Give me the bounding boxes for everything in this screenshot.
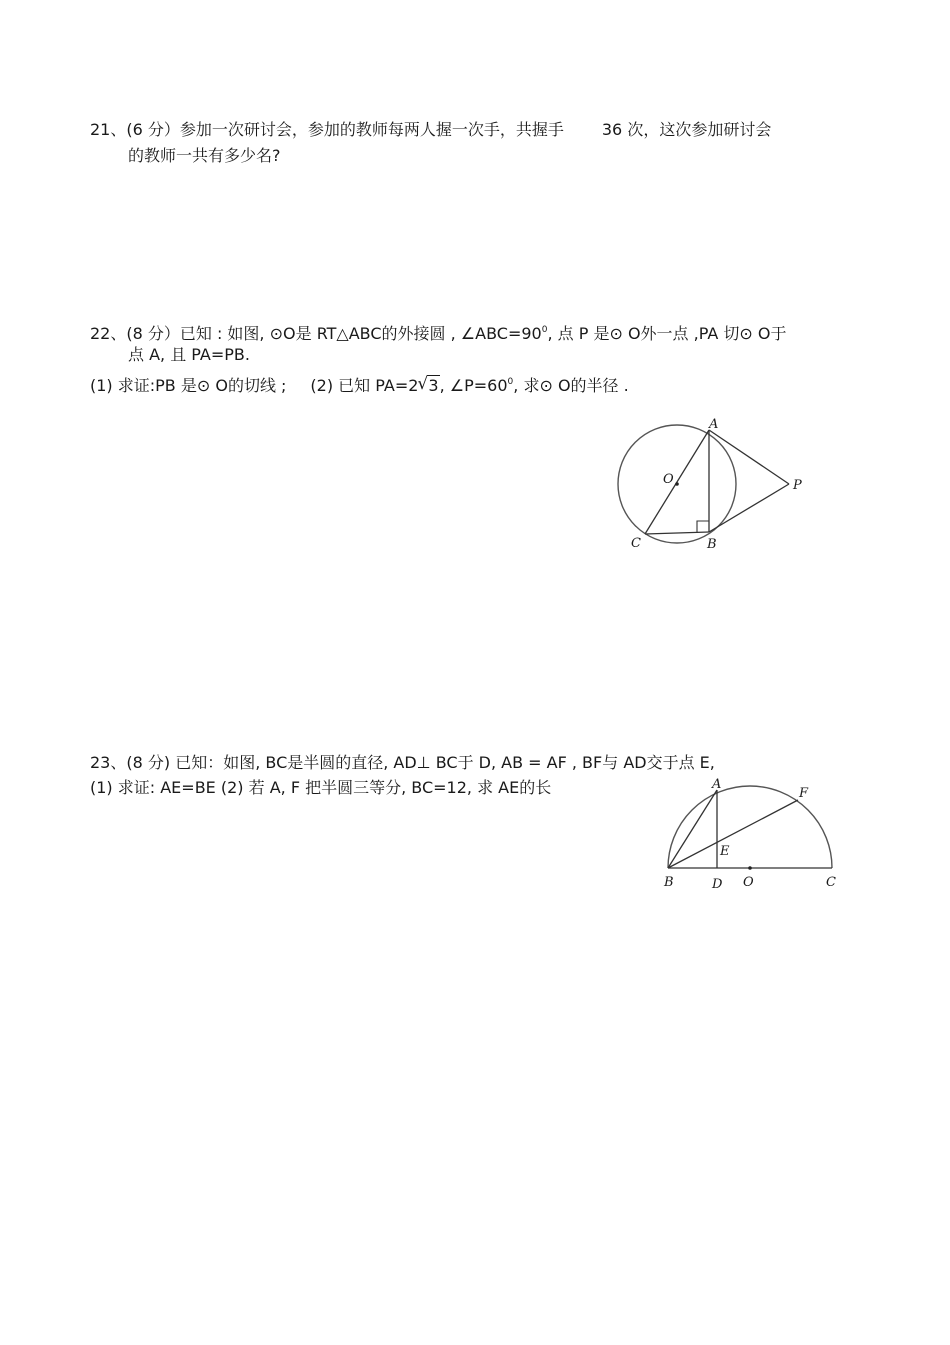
- q23-label-e: E: [720, 844, 730, 859]
- q22-part2-degree: 0: [507, 377, 514, 387]
- q23-line1: 23、(8 分) 已知：如图, BC是半圆的直径, AD⊥ BC于 D, AB = AF , BF与 AD交于点 E,: [90, 753, 715, 772]
- q23-segment-bf: [668, 800, 798, 868]
- q22-label-b: B: [707, 537, 717, 552]
- q22-part2-c: , 求⊙ O的半径 .: [513, 376, 629, 395]
- q23-label-o: O: [743, 875, 754, 890]
- q22-part1: (1) 求证:PB 是⊙ O的切线 ;: [90, 376, 287, 395]
- q23-label-b: B: [664, 875, 674, 890]
- q22-part2-a: (2) 已知 PA=2: [310, 376, 419, 395]
- q22-label-c: C: [631, 536, 641, 551]
- q22-label-p: P: [793, 478, 802, 493]
- q21-line1-a: 21、(6 分）参加一次研讨会，参加的教师每两人握一次手，共握手: [90, 120, 564, 139]
- q23-label-f: F: [799, 786, 809, 801]
- q22-label-a: A: [709, 417, 719, 432]
- q22-part2-b: , ∠P=60: [439, 376, 508, 395]
- q22-line1-tail: , 点 P 是⊙ O外一点 ,PA 切⊙ O于: [547, 324, 787, 343]
- q22-line1-text: 22、(8 分）已知 : 如图, ⊙O是 RT△ABC的外接圆 , ∠ABC=90: [90, 324, 542, 343]
- q22-sqrt-radicand: 3: [428, 376, 439, 395]
- q21-line1-b: 36 次，这次参加研讨会: [601, 120, 772, 139]
- q21-line2: 的教师一共有多少名?: [128, 146, 281, 165]
- q23-segment-ba: [668, 790, 717, 868]
- q23-center-dot: [748, 866, 752, 870]
- q22-label-o: O: [663, 472, 674, 487]
- q23-label-a: A: [712, 777, 722, 792]
- q23-label-d: D: [712, 877, 723, 892]
- q22-degree-mark: 0: [541, 325, 548, 335]
- q22-line2: 点 A, 且 PA=PB.: [128, 345, 250, 364]
- q23-line2: (1) 求证: AE=BE (2) 若 A, F 把半圆三等分, BC=12, 求 AE的长: [90, 778, 552, 797]
- q23-label-c: C: [826, 875, 836, 890]
